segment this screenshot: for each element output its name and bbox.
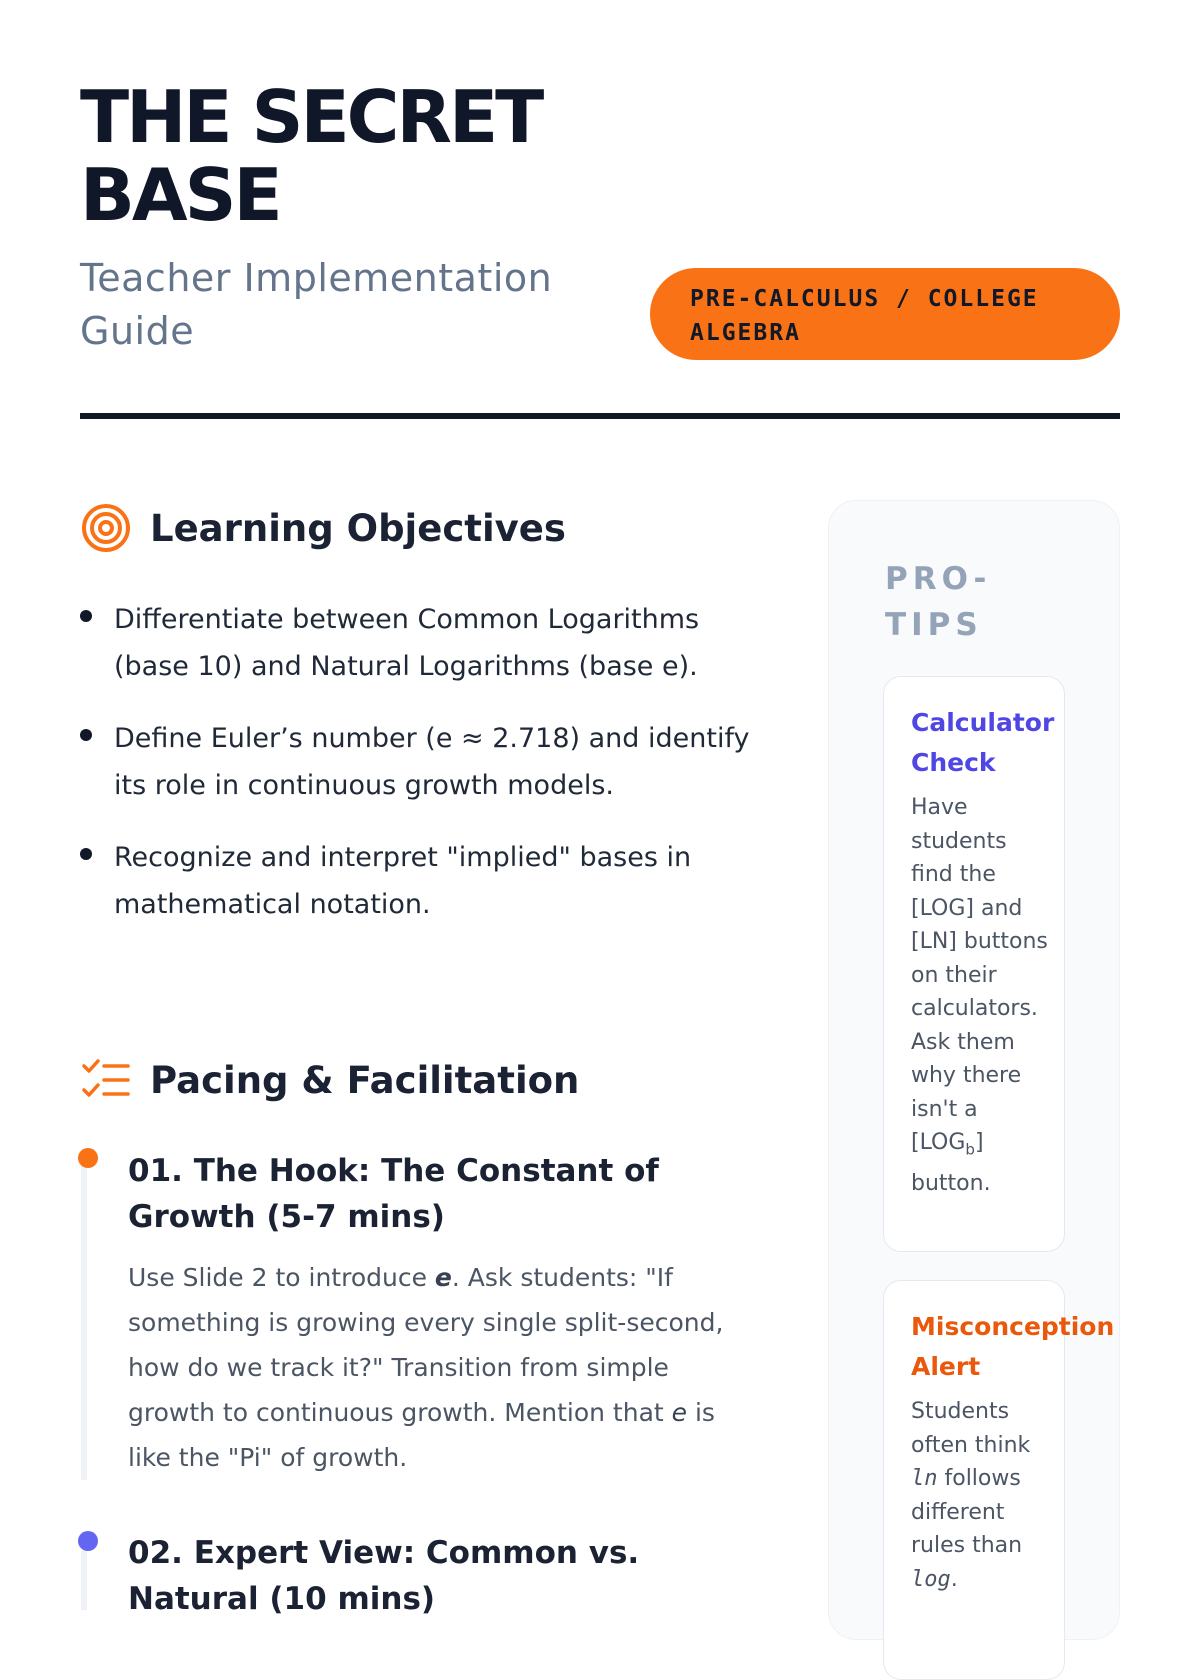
tip-code: log xyxy=(911,1566,951,1592)
pacing-heading: Pacing & Facilitation xyxy=(150,1058,580,1102)
objectives-header xyxy=(80,502,566,554)
tip-title: Calculator Check xyxy=(911,708,1055,777)
tip-text: . xyxy=(950,1566,958,1592)
tip-body xyxy=(911,791,1051,1200)
list-item xyxy=(80,715,760,809)
pro-tips-sidebar xyxy=(828,500,1120,1640)
tip-code: ln xyxy=(911,1466,938,1491)
step-text: Use Slide 2 to introduce xyxy=(128,1263,435,1292)
objectives-heading: Learning Objectives xyxy=(150,506,566,550)
page-title: THE SECRET BASE xyxy=(80,75,542,237)
objectives-list xyxy=(80,596,760,953)
target-icon xyxy=(80,502,132,554)
timeline-dot xyxy=(78,1531,98,1551)
tip-card xyxy=(883,1280,1115,1680)
tip-card xyxy=(883,676,1065,1252)
step-text: . Ask students: "If something is growing every single split-second, how do we track it?" Transition from simple growth to continuous growth. Mention that xyxy=(128,1263,724,1427)
bullet xyxy=(80,610,92,622)
objective-text: Differentiate between Common Logarithms (base 10) and Natural Logarithms (base e). xyxy=(114,604,700,682)
step-text: is like the "Pi" of growth. xyxy=(128,1398,715,1472)
course-badge: PRE-CALCULUS / COLLEGE ALGEBRA xyxy=(650,268,1120,360)
page-subtitle: Teacher Implementation Guide xyxy=(80,256,553,353)
timeline-track xyxy=(81,1550,87,1610)
pacing-header xyxy=(80,1054,579,1106)
math-symbol: e xyxy=(671,1398,688,1427)
timeline-dot xyxy=(78,1148,98,1168)
step-title: 01. The Hook: The Constant of Growth (5-7 mins) xyxy=(128,1153,659,1235)
tip-title: Misconception Alert xyxy=(911,1312,1115,1381)
bullet xyxy=(80,729,92,741)
list-item xyxy=(80,834,760,928)
timeline-track xyxy=(81,1158,87,1480)
header-divider xyxy=(80,413,1120,419)
list-item xyxy=(80,596,760,690)
tip-text: follows different rules than xyxy=(911,1466,1023,1558)
step-title: 02. Expert View: Common vs. Natural (10 mins) xyxy=(128,1535,640,1617)
checklist-icon xyxy=(80,1054,132,1106)
tip-text: Have students find the [LOG] and [LN] buttons on their calculators. Ask them why there isn't a [LOG xyxy=(911,795,1048,1155)
bullet xyxy=(80,848,92,860)
math-symbol: e xyxy=(434,1263,452,1292)
tip-text: ] button. xyxy=(911,1130,991,1196)
objective-text: Define Euler’s number (e ≈ 2.718) and identify its role in continuous growth models. xyxy=(114,723,750,801)
tip-subscript: b xyxy=(965,1140,975,1159)
tip-body xyxy=(911,1395,1051,1596)
pro-tips-heading: PRO-TIPS xyxy=(885,561,992,643)
step-body xyxy=(128,1255,748,1480)
tip-text: Students often think xyxy=(911,1399,1031,1458)
objective-text: Recognize and interpret "implied" bases in mathematical notation. xyxy=(114,842,692,920)
